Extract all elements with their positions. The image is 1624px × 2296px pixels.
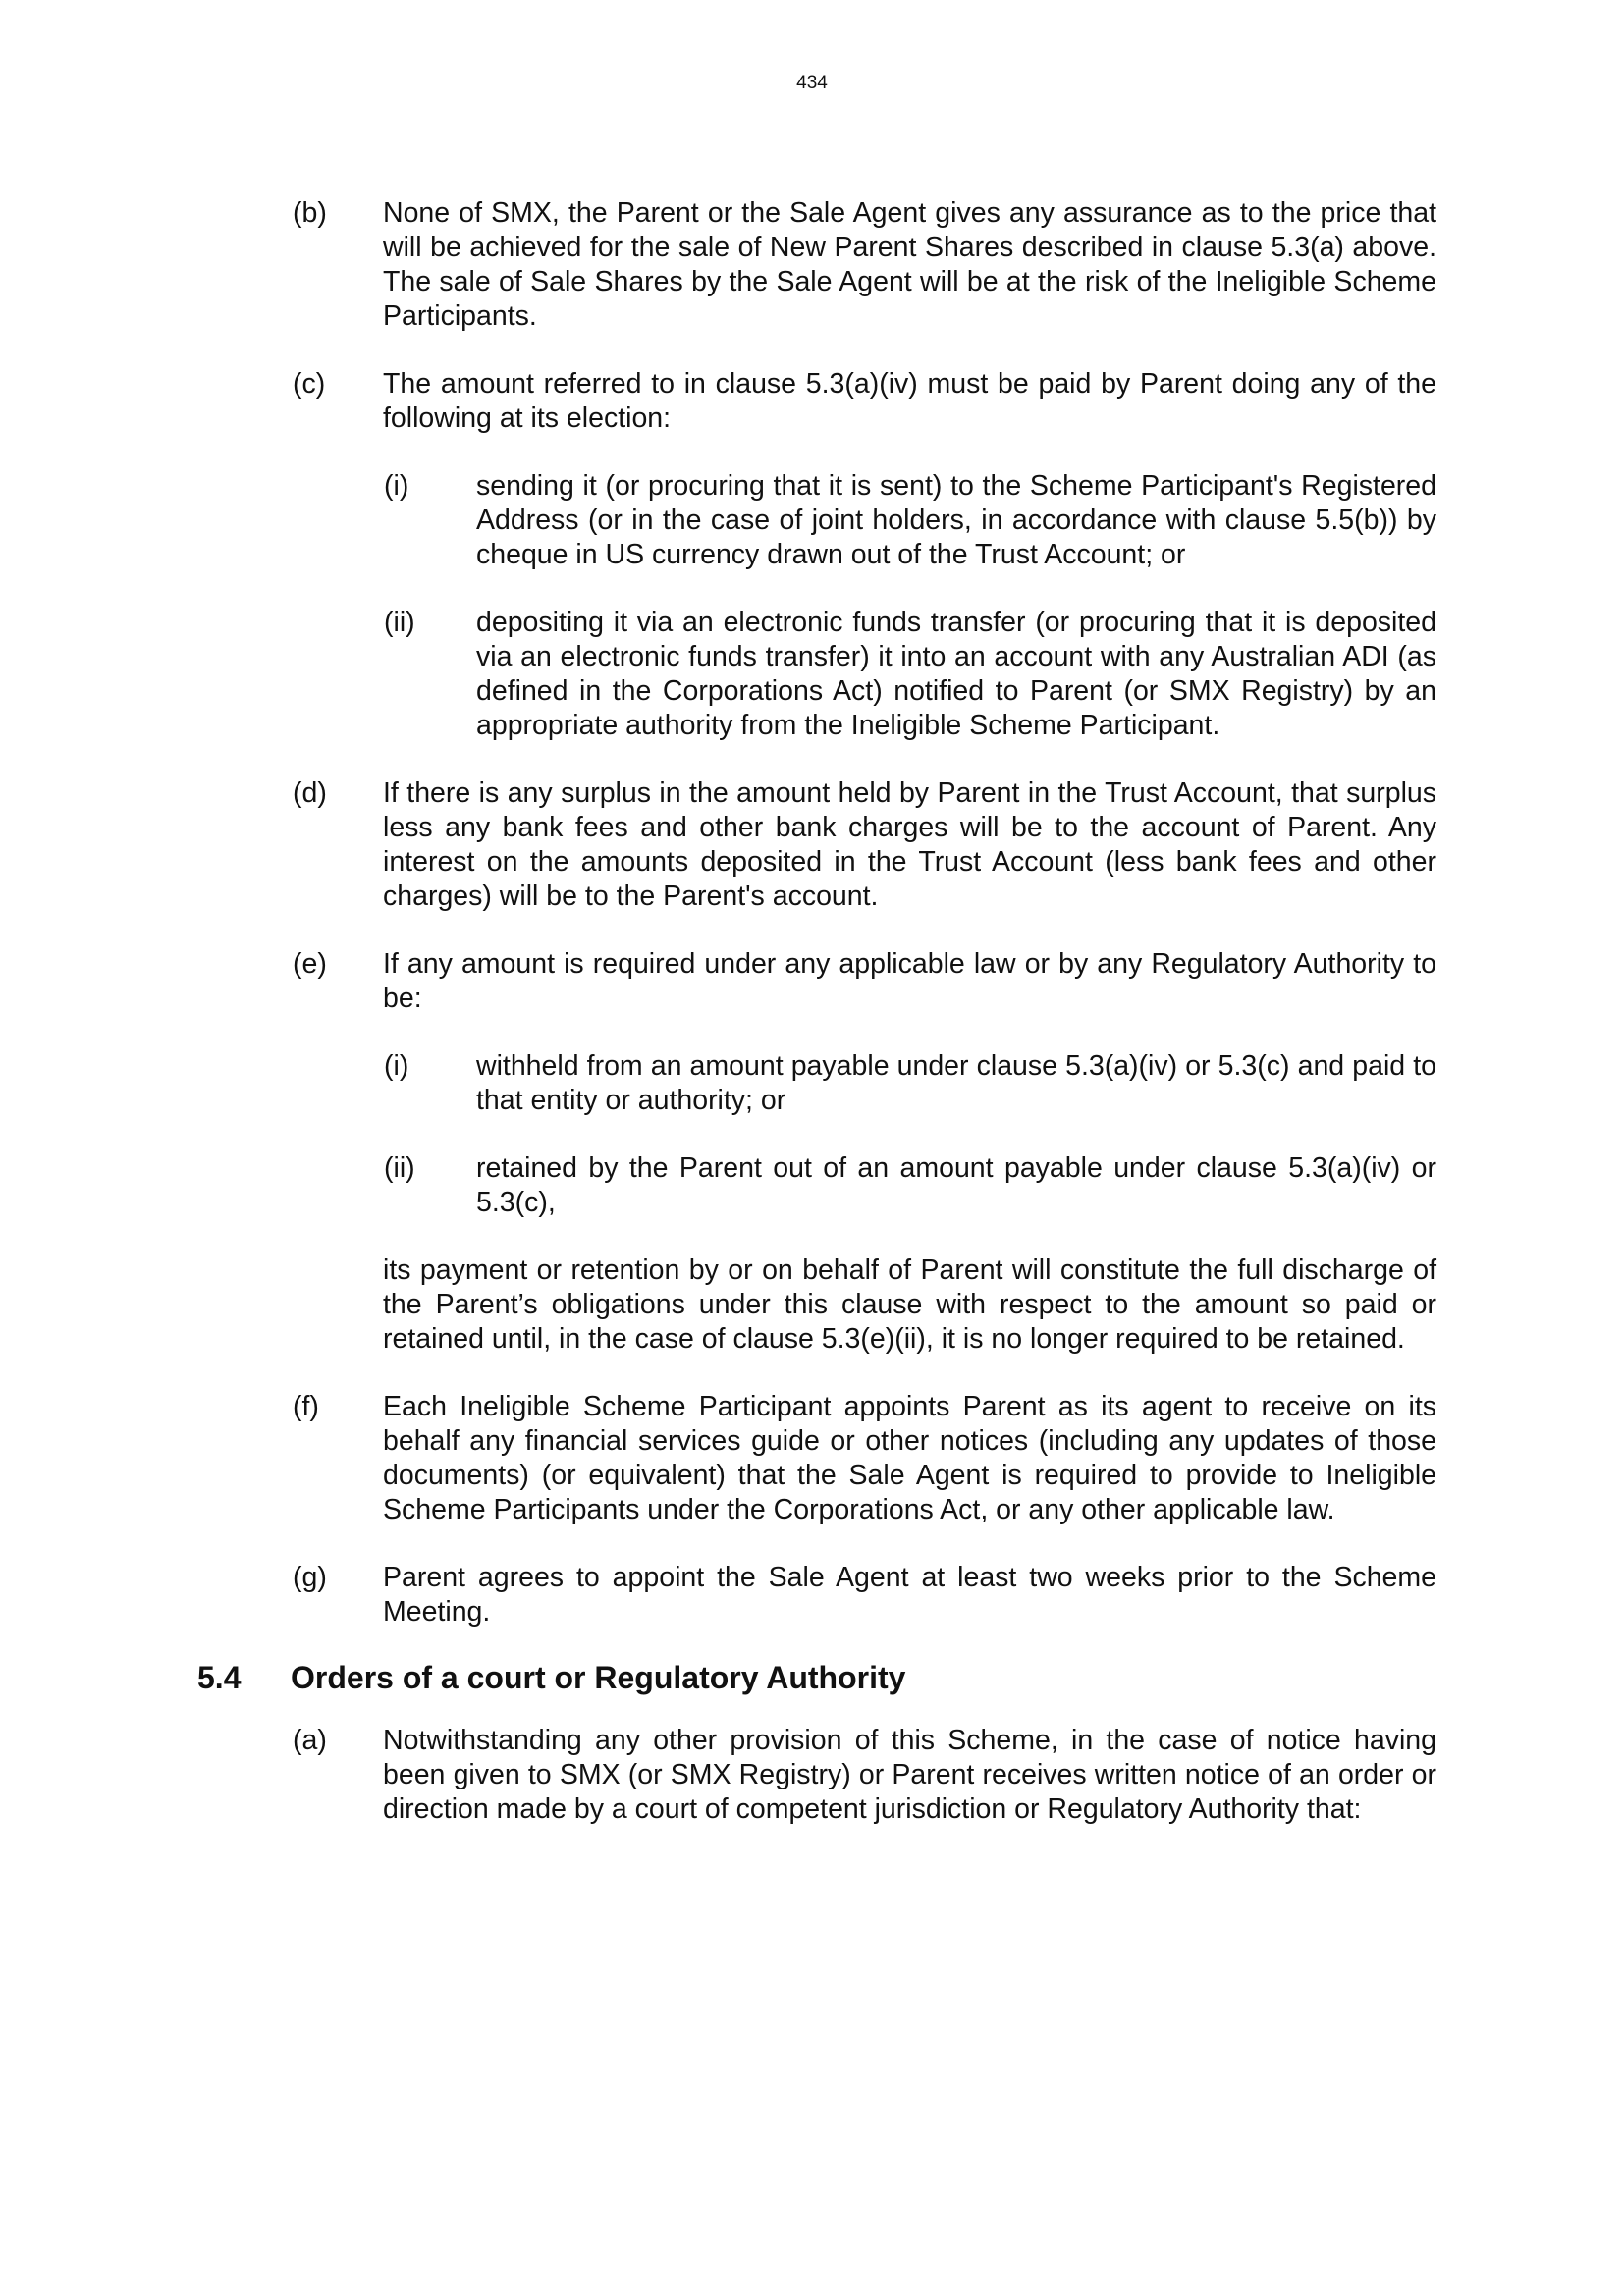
subclause-text: sending it (or procuring that it is sent) to the Scheme Participant's Registered Address (or in the case of joint holders, in accordance with clause 5.5(b)) by cheque in US currency drawn out of the Trust Account; or (476, 470, 1436, 570)
clause-label: (a) (293, 1725, 327, 1756)
clause-e-i (384, 1049, 1436, 1118)
clause-g (293, 1561, 1436, 1629)
subclause-label: (ii) (384, 1152, 415, 1184)
subclause-text: retained by the Parent out of an amount payable under clause 5.3(a)(iv) or 5.3(c), (476, 1152, 1436, 1218)
clause-b (293, 196, 1436, 334)
clause-text: If there is any surplus in the amount held by Parent in the Trust Account, that surplus less any bank fees and other bank charges will be to the account of Parent. Any interest on the amounts deposited in the Trust Account (less bank fees and other charges) will be to the Parent's account. (383, 777, 1436, 912)
clause-e (293, 947, 1436, 1016)
subclause-label: (i) (384, 470, 409, 502)
subclause-label: (i) (384, 1050, 409, 1082)
document-body (0, 196, 1624, 1860)
clause-c-i (384, 469, 1436, 572)
clause-text: Notwithstanding any other provision of this Scheme, in the case of notice having been given to SMX (or SMX Registry) or Parent receives written notice of an order or direction made by a court of competent jurisdiction or Regulatory Authority that: (383, 1725, 1436, 1825)
clause-e-ii (384, 1151, 1436, 1220)
section-clause-a (293, 1724, 1436, 1827)
section-heading (197, 1659, 1624, 1696)
section-title: Orders of a court or Regulatory Authority (291, 1660, 906, 1695)
clause-f (293, 1390, 1436, 1527)
clause-label: (c) (293, 368, 326, 400)
clause-c (293, 367, 1436, 436)
clause-label: (e) (293, 948, 327, 980)
clause-text: The amount referred to in clause 5.3(a)(iv) must be paid by Parent doing any of the following at its election: (383, 368, 1436, 434)
section-number: 5.4 (197, 1660, 242, 1695)
clause-label: (g) (293, 1562, 327, 1593)
clause-text: Parent agrees to appoint the Sale Agent at least two weeks prior to the Scheme Meeting. (383, 1562, 1436, 1628)
clause-text: None of SMX, the Parent or the Sale Agent gives any assurance as to the price that will be achieved for the sale of New Parent Shares described in clause 5.3(a) above. The sale of Sale Shares by the Sale Agent will be at the risk of the Ineligible Scheme Participants. (383, 197, 1436, 332)
subclause-label: (ii) (384, 607, 415, 638)
subclause-text: depositing it via an electronic funds transfer (or procuring that it is deposited via an electronic funds transfer) it into an account with any Australian ADI (as defined in the Corporations Act) notified to Parent (or SMX Registry) by an appropriate authority from the Ineligible Scheme Participant. (476, 607, 1436, 741)
clause-d (293, 776, 1436, 914)
clause-c-ii (384, 606, 1436, 743)
clause-label: (b) (293, 197, 327, 229)
clause-label: (f) (293, 1391, 319, 1422)
clause-e-continuation: its payment or retention by or on behalf of Parent will constitute the full discharge of the Parent’s obligations under this clause with respect to the amount so paid or retained until, in the case of clause 5.3(e)(ii), it is no longer required to be retained. (383, 1255, 1436, 1355)
clause-text: If any amount is required under any applicable law or by any Regulatory Authority to be: (383, 948, 1436, 1014)
clause-label: (d) (293, 777, 327, 809)
clause-text: Each Ineligible Scheme Participant appoints Parent as its agent to receive on its behalf any financial services guide or other notices (including any updates of those documents) (or equivalent) that the Sale Agent is required to provide to Ineligible Scheme Participants under the Corporations Act, or any other applicable law. (383, 1391, 1436, 1525)
subclause-text: withheld from an amount payable under clause 5.3(a)(iv) or 5.3(c) and paid to that entity or authority; or (476, 1050, 1436, 1116)
page-number: 434 (796, 73, 828, 93)
